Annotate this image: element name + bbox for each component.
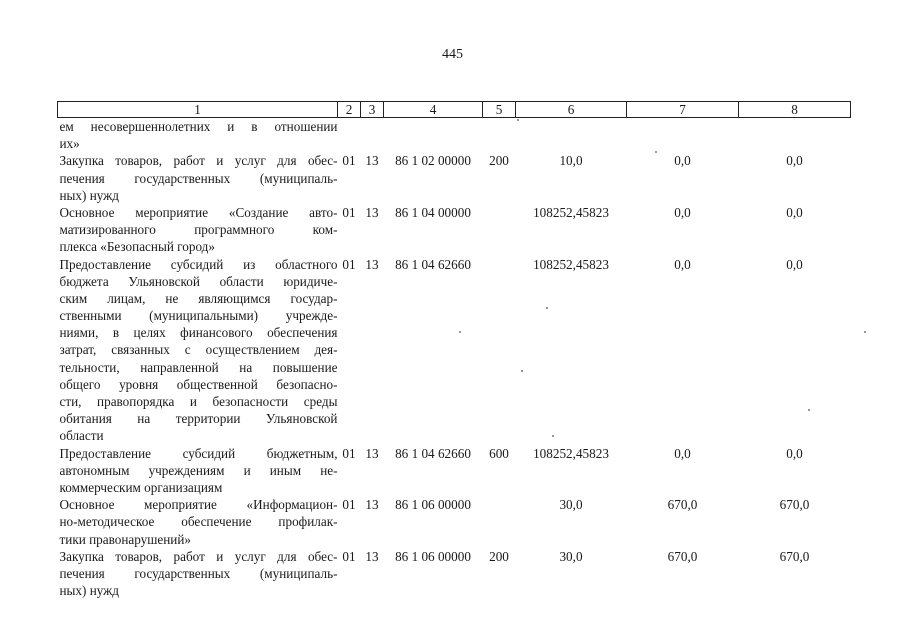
amount-col6-cell: 108252,45823 — [533, 204, 609, 220]
column-header-4: 4 — [384, 102, 483, 118]
scan-speck — [521, 370, 523, 372]
table-row — [58, 204, 851, 256]
amount-col6-cell: 30,0 — [559, 497, 583, 513]
amount-col6-cell — [516, 118, 627, 153]
description-line: плекса «Безопасный город» — [59, 239, 215, 255]
amount-col8-cell: 0,0 — [786, 153, 803, 169]
amount-col8-cell: 670,0 — [779, 548, 810, 564]
description-line: ем несовершеннолетних и в отношении — [59, 119, 338, 134]
subsection-code-cell: 13 — [365, 445, 379, 461]
description-line: тики правонарушений» — [59, 531, 192, 547]
row-description — [58, 152, 338, 204]
section-code-cell: 01 — [342, 204, 356, 220]
scan-speck — [552, 435, 554, 437]
description-line: бюджета Ульяновской области юридиче- — [59, 273, 338, 289]
scan-speck — [517, 119, 519, 121]
description-line: ных) нужд — [59, 583, 119, 599]
amount-col8-cell: 670,0 — [779, 497, 810, 513]
column-header-2: 2 — [338, 102, 361, 118]
budget-table — [57, 101, 851, 599]
section-code-cell: 01 — [342, 548, 356, 564]
expense-type-cell — [483, 256, 516, 445]
row-description — [58, 204, 338, 256]
header-row — [58, 102, 851, 118]
subsection-code-cell: 13 — [365, 153, 379, 169]
table-row — [58, 496, 851, 548]
amount-col6-cell: 108252,45823 — [533, 256, 609, 272]
target-article-cell: 86 1 04 62660 — [395, 256, 471, 272]
description-line: но-методическое обеспечение профилак- — [59, 514, 338, 530]
description-line: тельности, направленной на повышение — [59, 359, 338, 375]
description-line: ных) нужд — [59, 187, 119, 203]
subsection-code-cell: 13 — [365, 204, 379, 220]
amount-col6-cell: 108252,45823 — [533, 445, 609, 461]
subsection-code-cell: 13 — [365, 548, 379, 564]
scan-speck — [655, 151, 657, 153]
row-description — [58, 445, 338, 497]
expense-type-cell: 200 — [489, 153, 509, 169]
section-code-cell — [338, 118, 361, 153]
description-line: обитания на территории Ульяновской — [59, 411, 338, 427]
scan-speck — [808, 409, 810, 411]
description-line: их» — [59, 136, 80, 152]
amount-col7-cell: 0,0 — [674, 204, 691, 220]
section-code-cell: 01 — [342, 153, 356, 169]
description-line: Основное мероприятие «Создание авто- — [59, 204, 338, 220]
amount-col6-cell: 10,0 — [559, 153, 583, 169]
expense-type-cell: 600 — [489, 445, 509, 461]
column-header-1: 1 — [58, 102, 338, 118]
section-code-cell: 01 — [342, 445, 356, 461]
amount-col7-cell: 0,0 — [674, 153, 691, 169]
description-line: ским лицам, не являющимся государ- — [59, 290, 338, 306]
description-line: сти, правопорядка и безопасности среды — [59, 394, 338, 409]
description-line: Предоставление субсидий бюджетным, — [59, 445, 338, 461]
description-line: Закупка товаров, работ и услуг для обес- — [59, 548, 338, 564]
description-line: Закупка товаров, работ и услуг для обес- — [59, 153, 338, 169]
scan-speck — [864, 331, 866, 333]
row-description — [58, 496, 338, 548]
target-article-cell — [384, 118, 483, 153]
page-number: 445 — [442, 47, 463, 62]
description-line: общего уровня общественной безопасно- — [59, 376, 338, 392]
column-header-7: 7 — [627, 102, 739, 118]
column-header-6: 6 — [516, 102, 627, 118]
row-description — [58, 256, 338, 445]
expense-type-cell — [483, 496, 516, 548]
subsection-code-cell: 13 — [365, 256, 379, 272]
table-row — [58, 118, 851, 153]
amount-col6-cell: 30,0 — [559, 548, 583, 564]
description-line: печения государственных (муниципаль- — [59, 170, 338, 186]
amount-col7-cell: 0,0 — [674, 256, 691, 272]
subsection-code-cell — [361, 118, 384, 153]
description-line: Предоставление субсидий из областного — [59, 256, 338, 272]
description-line: Основное мероприятие «Информацион- — [59, 497, 338, 513]
description-line: области — [59, 428, 104, 444]
scan-speck — [546, 307, 548, 309]
amount-col7-cell: 670,0 — [667, 497, 698, 513]
row-description — [58, 548, 338, 600]
amount-col8-cell — [739, 118, 851, 153]
description-line: ниями, в целях финансового обеспечения — [59, 325, 338, 341]
column-header-5: 5 — [483, 102, 516, 118]
column-header-8: 8 — [739, 102, 851, 118]
section-code-cell: 01 — [342, 497, 356, 513]
amount-col8-cell: 0,0 — [786, 445, 803, 461]
scan-speck — [459, 331, 461, 333]
row-description — [58, 118, 338, 153]
expense-type-cell: 200 — [489, 548, 509, 564]
description-line: печения государственных (муниципаль- — [59, 565, 338, 581]
description-line: затрат, связанных с осуществлением дея- — [59, 342, 338, 358]
description-line: матизированного программного ком- — [59, 222, 338, 238]
table-row — [58, 152, 851, 204]
subsection-code-cell: 13 — [365, 497, 379, 513]
target-article-cell: 86 1 04 00000 — [395, 204, 471, 220]
target-article-cell: 86 1 06 00000 — [395, 548, 471, 564]
target-article-cell: 86 1 06 00000 — [395, 497, 471, 513]
table-row — [58, 445, 851, 497]
section-code-cell: 01 — [342, 256, 356, 272]
table-row — [58, 548, 851, 600]
target-article-cell: 86 1 02 00000 — [395, 153, 471, 169]
column-header-3: 3 — [361, 102, 384, 118]
expense-type-cell — [483, 118, 516, 153]
target-article-cell: 86 1 04 62660 — [395, 445, 471, 461]
description-line: коммерческим организациям — [59, 479, 223, 495]
amount-col8-cell: 0,0 — [786, 204, 803, 220]
description-line: автономным учреждениям и иным не- — [59, 462, 338, 478]
amount-col7-cell: 0,0 — [674, 445, 691, 461]
expense-type-cell — [483, 204, 516, 256]
table-row — [58, 256, 851, 445]
description-line: ственными (муниципальными) учрежде- — [59, 308, 338, 324]
amount-col7-cell: 670,0 — [667, 548, 698, 564]
amount-col7-cell — [627, 118, 739, 153]
amount-col8-cell: 0,0 — [786, 256, 803, 272]
